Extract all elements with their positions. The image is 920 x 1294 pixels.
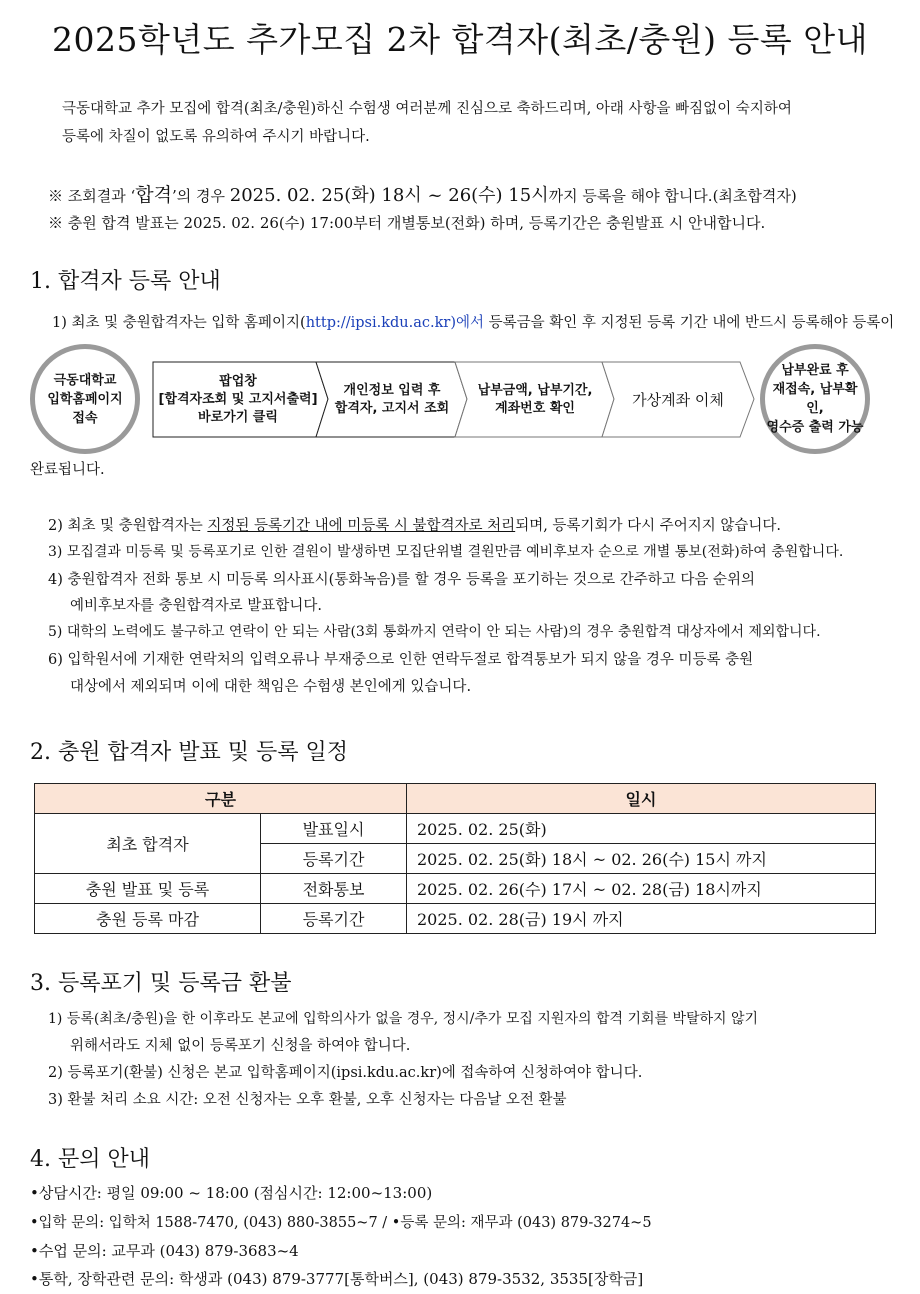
section-3-heading: 3. 등록포기 및 등록금 환불 [30,971,292,996]
contact-academic: •수업 문의: 교무과 (043) 879-3683~4 [30,1242,299,1260]
flow-end-line: 납부완료 후 [781,363,849,378]
row-first-pass-group: 최초 합격자 [35,814,261,874]
row-deadline-sub: 등록기간 [261,904,407,934]
s1-item-1-a: 1) 최초 및 충원합격자는 입학 홈페이지( [52,315,306,331]
flow-step-1-line: 바로가기 클릭 [198,409,278,425]
intro-line-2: 등록에 차질이 없도록 유의하여 주시기 바랍니다. [62,129,370,145]
contact-student-affairs: •통학, 장학관련 문의: 학생과 (043) 879-3777[통학버스], (043) 879-3532, 3535[장학금] [30,1270,644,1288]
admission-homepage-link[interactable]: http://ipsi.kdu.ac.kr [305,315,451,331]
s3-item-1-line-2: 위해서라도 지체 없이 등록포기 신청을 하여야 합니다. [70,1038,411,1054]
row-additional-group: 충원 발표 및 등록 [35,874,261,904]
header-category: 구분 [35,784,407,814]
row-first-pass-announce-value: 2025. 02. 25(화) [407,814,876,844]
flow-step-4-line: 가상계좌 이체 [632,390,724,409]
note-1-bold: 합격 [135,184,172,206]
s1-item-2-a: 2) 최초 및 충원합격자는 [48,518,208,534]
row-deadline-group: 충원 등록 마감 [35,904,261,934]
flow-start-line: 극동대학교 [53,372,117,388]
note-1-suffix: 까지 등록을 해야 합니다.(최초합격자) [548,187,797,205]
intro-line-1: 극동대학교 추가 모집에 합격(최초/충원)하신 수험생 여러분께 진심으로 축하드리며, 아래 사항을 빠짐없이 숙지하여 [62,101,792,117]
s1-item-6-line-1: 6) 입학원서에 기재한 연락처의 입력오류나 부재중으로 인한 연락두절로 합격통보가 되지 않을 경우 미등록 충원 [48,652,754,668]
s1-item-4-line-2: 예비후보자를 충원합격자로 발표합니다. [70,598,322,614]
s1-item-2 [48,514,781,535]
s1-item-1-b: )에서 [450,315,485,331]
note-1-mid: ’의 경우 [171,187,230,205]
s1-item-6-line-2: 대상에서 제외되며 이에 대한 책임은 수험생 본인에게 있습니다. [70,679,472,695]
s3-item-2: 2) 등록포기(환불) 신청은 본교 입학홈페이지(ipsi.kdu.ac.kr)에 접속하여 신청하여야 합니다. [48,1065,643,1081]
row-deadline-value: 2025. 02. 28(금) 19시 까지 [407,904,876,934]
s1-item-2-underlined: 지정된 등록기간 내에 미등록 시 불합격자로 처리 [207,518,516,534]
row-first-pass-register: 등록기간 [261,844,407,874]
s3-item-1-line-1: 1) 등록(최초/충원)을 한 이후라도 본교에 입학의사가 없을 경우, 정시/추가 모집 지원자의 합격 기회를 박탈하지 않기 [48,1011,759,1027]
table-header-row [35,784,876,814]
note-additional: ※ 충원 합격 발표는 2025. 02. 26(수) 17:00부터 개별통보(전화) 하며, 등록기간은 충원발표 시 안내합니다. [48,214,766,232]
s1-item-4-line-1: 4) 충원합격자 전화 통보 시 미등록 의사표시(통화녹음)를 할 경우 등록을 포기하는 것으로 간주하고 다음 순위의 [48,572,756,588]
row-first-pass-announce: 발표일시 [261,814,407,844]
flow-start-line: 입학홈페이지 [47,391,123,407]
s1-item-1-end: 완료됩니다. [30,462,105,478]
flow-end-line: 영수증 출력 가능 [766,420,864,435]
flow-step-1 [153,362,323,437]
flow-end-circle [760,344,870,454]
flow-step-1-line: 팝업창 [219,373,257,389]
flow-step-3-line: 납부금액, 납부기간, [477,382,593,398]
section-4-heading: 4. 문의 안내 [30,1147,150,1172]
section-2-heading: 2. 충원 합격자 발표 및 등록 일정 [30,740,348,765]
flow-step-2 [322,362,462,437]
table-row [35,874,876,904]
contact-hours: •상담시간: 평일 09:00 ~ 18:00 (점심시간: 12:00~13:00) [30,1184,433,1202]
header-datetime: 일시 [407,784,876,814]
contact-admission: •입학 문의: 입학처 1588-7470, (043) 880-3855~7 / •등록 문의: 재무과 (043) 879-3274~5 [30,1215,652,1231]
note-1-prefix: ※ 조회결과 ‘ [48,187,136,205]
flow-step-2-line: 합격자, 고지서 조회 [334,400,450,416]
row-additional-sub: 전화통보 [261,874,407,904]
table-row [35,904,876,934]
flow-step-2-line: 개인정보 입력 후 [343,382,441,398]
s1-item-5: 5) 대학의 노력에도 불구하고 연락이 안 되는 사람(3회 통화까지 연락이 안 되는 사람)의 경우 충원합격 대상자에서 제외합니다. [48,624,821,640]
flow-step-3-line: 계좌번호 확인 [495,400,575,416]
page-title: 2025학년도 추가모집 2차 합격자(최초/충원) 등록 안내 [52,20,868,59]
flow-start-line: 접속 [72,410,98,426]
table-row [35,814,876,844]
row-first-pass-register-value: 2025. 02. 25(화) 18시 ~ 02. 26(수) 15시 까지 [407,844,876,874]
schedule-table [34,783,876,934]
s1-item-3: 3) 모집결과 미등록 및 등록포기로 인한 결원이 발생하면 모집단위별 결원만큼 예비후보자 순으로 개별 통보(전화)하여 충원합니다. [48,544,844,560]
flow-step-4 [610,362,746,437]
flow-step-3 [462,362,608,437]
flow-step-1-line: [합격자조회 및 고지서출력] [158,391,318,407]
flow-end-line: 재접속, 납부확인, [772,382,858,416]
s1-item-2-b: 되며, 등록기회가 다시 주어지지 않습니다. [515,518,781,534]
note-1-date: 2025. 02. 25(화) 18시 ~ 26(수) 15시 [229,185,549,206]
s1-item-1-c: 등록금을 확인 후 지정된 등록 기간 내에 반드시 등록해야 등록이 [484,315,895,331]
section-1-heading: 1. 합격자 등록 안내 [30,269,221,294]
row-additional-value: 2025. 02. 26(수) 17시 ~ 02. 28(금) 18시까지 [407,874,876,904]
flow-start-circle [30,344,140,454]
s3-item-3: 3) 환불 처리 소요 시간: 오전 신청자는 오후 환불, 오후 신청자는 다음날 오전 환불 [48,1092,567,1108]
